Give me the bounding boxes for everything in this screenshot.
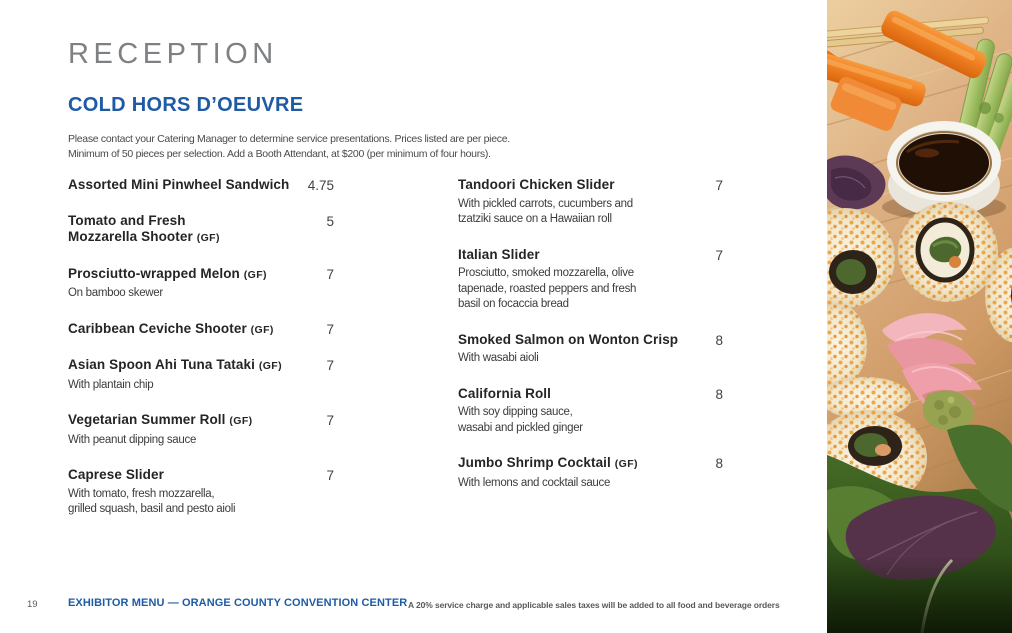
- menu-item-price: 4.75: [307, 178, 334, 193]
- section-heading: COLD HORS D’OEUVRE: [68, 94, 304, 116]
- page-title: RECEPTION: [68, 38, 278, 70]
- food-photo: [827, 0, 1012, 633]
- menu-column-left: [68, 177, 334, 537]
- menu-item: [458, 455, 723, 491]
- menu-item-price: 7: [326, 413, 334, 428]
- menu-item-price: 7: [326, 321, 334, 337]
- menu-item-description: With pickled carrots, cucumbers and tzatziki sauce on a Hawaiian roll: [458, 197, 633, 225]
- menu-item: [458, 386, 723, 437]
- menu-item-name: Vegetarian Summer Roll (GF): [68, 412, 253, 427]
- menu-item-description: With plantain chip: [68, 378, 154, 391]
- menu-item-description: With soy dipping sauce, wasabi and pickled ginger: [458, 406, 583, 434]
- menu-item: [458, 177, 723, 228]
- menu-item-price: 5: [326, 213, 334, 229]
- menu-item: [68, 412, 334, 448]
- menu-item-description: Prosciutto, smoked mozzarella, olive tapenade, roasted peppers and fresh basil on focaccia bread: [458, 267, 637, 310]
- menu-item: [458, 332, 723, 367]
- food-photo-illustration: [827, 0, 1012, 633]
- page-number: 19: [27, 599, 38, 610]
- menu-item-name: Italian Slider: [458, 246, 540, 262]
- menu-item-name: Smoked Salmon on Wonton Crisp: [458, 331, 679, 347]
- intro-text: [68, 132, 510, 162]
- menu-item: [68, 467, 334, 518]
- menu-item-name: Tandoori Chicken Slider: [458, 177, 615, 192]
- intro-line-1: Please contact your Catering Manager to determine service presentations. Prices listed are per piece.: [68, 133, 510, 145]
- menu-item: [68, 357, 334, 393]
- menu-item-price: 7: [715, 247, 723, 263]
- menu-item: [68, 177, 334, 194]
- menu-item-description: With tomato, fresh mozzarella, grilled squash, basil and pesto aioli: [68, 487, 236, 515]
- menu-item: [68, 213, 334, 247]
- intro-line-2: Minimum of 50 pieces per selection. Add a Booth Attendant, at $200 (per minimum of four hours).: [68, 148, 491, 160]
- gluten-free-tag: (GF): [614, 458, 638, 470]
- menu-item-price: 7: [326, 468, 334, 483]
- menu-item-name: Caribbean Ceviche Shooter (GF): [68, 320, 274, 336]
- gluten-free-tag: (GF): [258, 360, 282, 372]
- menu-item-price: 7: [326, 266, 334, 282]
- menu-item: [458, 247, 723, 313]
- gluten-free-tag: (GF): [196, 232, 220, 244]
- gluten-free-tag: (GF): [250, 323, 274, 336]
- menu-item-price: 7: [326, 358, 334, 373]
- menu-item-name: Prosciutto-wrapped Melon (GF): [68, 265, 267, 281]
- gluten-free-tag: (GF): [229, 415, 253, 427]
- menu-item-price: 7: [715, 178, 723, 193]
- menu-item-name: Jumbo Shrimp Cocktail (GF): [458, 455, 638, 470]
- menu-item-description: With lemons and cocktail sauce: [458, 476, 611, 489]
- menu-item-name: Assorted Mini Pinwheel Sandwich: [68, 177, 290, 192]
- gluten-free-tag: (GF): [243, 268, 267, 281]
- menu-item-description: With wasabi aioli: [458, 352, 539, 364]
- footer-title: EXHIBITOR MENU — ORANGE COUNTY CONVENTION CENTER: [68, 597, 408, 609]
- menu-column-right: [458, 177, 723, 510]
- menu-item: [68, 321, 334, 339]
- menu-item-price: 8: [715, 332, 723, 348]
- menu-item-name: California Roll: [458, 385, 552, 401]
- menu-item-description: With peanut dipping sauce: [68, 433, 197, 446]
- footer-disclaimer: A 20% service charge and applicable sales taxes will be added to all food and beverage orders: [408, 600, 780, 610]
- menu-item-name: Tomato and Fresh Mozzarella Shooter (GF): [68, 212, 220, 244]
- menu-item-description: On bamboo skewer: [68, 287, 163, 299]
- menu-item: [68, 266, 334, 302]
- menu-item-price: 8: [715, 456, 723, 471]
- menu-item-price: 8: [715, 386, 723, 402]
- menu-item-name: Caprese Slider: [68, 467, 164, 482]
- menu-item-name: Asian Spoon Ahi Tuna Tataki (GF): [68, 357, 282, 372]
